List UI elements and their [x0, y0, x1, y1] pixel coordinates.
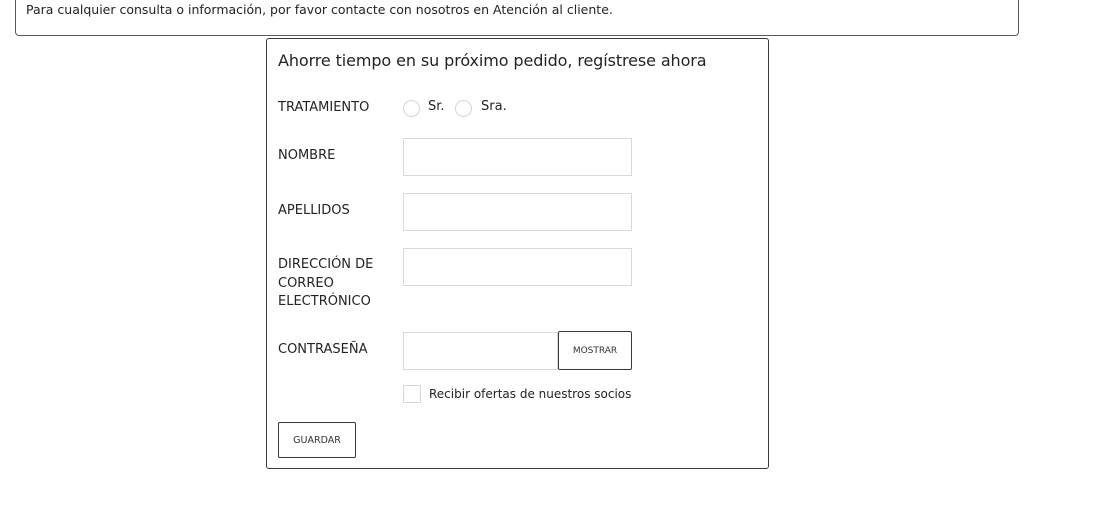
salutation-label: TRATAMIENTO [278, 100, 370, 115]
password-input[interactable] [403, 332, 558, 370]
last-name-input[interactable] [403, 193, 632, 231]
notice-text: Para cualquier consulta o información, por favor contacte con nosotros en Atención al cliente. [26, 2, 613, 17]
radio-sr-label[interactable]: Sr. [428, 99, 445, 114]
registration-form [266, 38, 769, 469]
email-input[interactable] [403, 248, 632, 286]
save-button[interactable]: GUARDAR [278, 422, 356, 458]
show-password-button[interactable]: MOSTRAR [558, 331, 632, 370]
password-label: CONTRASEÑA [278, 342, 368, 357]
email-label: DIRECCIÓN DE CORREO ELECTRÓNICO [278, 257, 374, 309]
radio-sra[interactable] [455, 100, 472, 117]
first-name-input[interactable] [403, 138, 632, 176]
offers-checkbox[interactable] [403, 385, 421, 403]
customer-service-notice [15, 0, 1019, 36]
radio-sr[interactable] [403, 100, 420, 117]
last-name-label: APELLIDOS [278, 203, 350, 218]
offers-checkbox-label[interactable]: Recibir ofertas de nuestros socios [429, 387, 632, 401]
first-name-label: NOMBRE [278, 148, 336, 163]
radio-sra-label[interactable]: Sra. [481, 99, 507, 114]
form-title: Ahorre tiempo en su próximo pedido, regístrese ahora [278, 51, 707, 70]
